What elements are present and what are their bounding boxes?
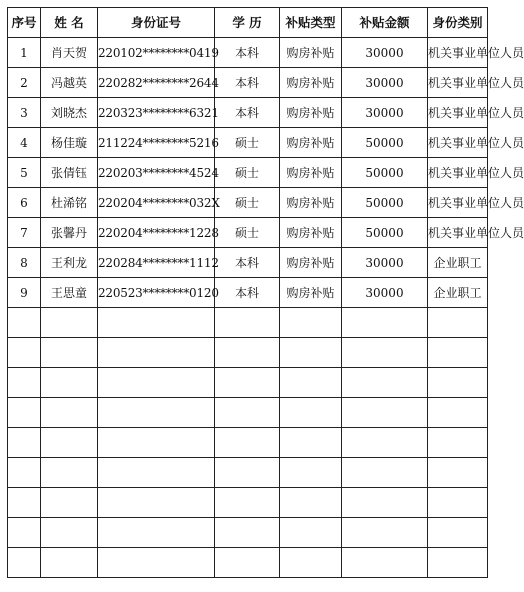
cell-index: 4	[8, 128, 41, 158]
empty-cell	[8, 398, 41, 428]
empty-cell	[215, 548, 280, 578]
cell-subsidy-type: 购房补贴	[280, 98, 342, 128]
empty-row	[8, 548, 488, 578]
cell-subsidy-amount: 30000	[342, 278, 428, 308]
empty-cell	[280, 398, 342, 428]
table-row	[8, 248, 488, 278]
cell-id-number: 211224********5216	[98, 128, 215, 158]
cell-id-number: 220323********6321	[98, 98, 215, 128]
empty-cell	[342, 458, 428, 488]
empty-cell	[215, 518, 280, 548]
empty-row	[8, 308, 488, 338]
empty-cell	[41, 398, 98, 428]
cell-id-number: 220282********2644	[98, 68, 215, 98]
empty-cell	[342, 338, 428, 368]
cell-name: 王思童	[41, 278, 98, 308]
empty-cell	[280, 518, 342, 548]
empty-row	[8, 428, 488, 458]
cell-index: 7	[8, 218, 41, 248]
cell-identity-category: 机关事业单位人员	[428, 158, 488, 188]
empty-cell	[280, 488, 342, 518]
header-education: 学 历	[215, 8, 280, 38]
cell-subsidy-type: 购房补贴	[280, 38, 342, 68]
empty-cell	[98, 338, 215, 368]
cell-index: 8	[8, 248, 41, 278]
empty-cell	[41, 428, 98, 458]
empty-cell	[41, 488, 98, 518]
table-row	[8, 98, 488, 128]
empty-cell	[41, 458, 98, 488]
table-row	[8, 158, 488, 188]
empty-row	[8, 398, 488, 428]
cell-identity-category: 机关事业单位人员	[428, 218, 488, 248]
empty-cell	[342, 518, 428, 548]
empty-cell	[98, 428, 215, 458]
cell-subsidy-amount: 50000	[342, 158, 428, 188]
header-identity-category: 身份类别	[428, 8, 488, 38]
empty-cell	[8, 428, 41, 458]
empty-cell	[280, 548, 342, 578]
empty-cell	[8, 548, 41, 578]
cell-index: 1	[8, 38, 41, 68]
cell-index: 5	[8, 158, 41, 188]
cell-education: 硕士	[215, 188, 280, 218]
cell-education: 本科	[215, 68, 280, 98]
subsidy-table	[7, 7, 524, 578]
table-row	[8, 218, 488, 248]
empty-cell	[98, 368, 215, 398]
empty-cell	[215, 398, 280, 428]
empty-cell	[280, 428, 342, 458]
empty-cell	[215, 368, 280, 398]
empty-row	[8, 488, 488, 518]
empty-row	[8, 458, 488, 488]
cell-education: 硕士	[215, 218, 280, 248]
cell-subsidy-type: 购房补贴	[280, 278, 342, 308]
empty-row	[8, 368, 488, 398]
cell-name: 杜浠铭	[41, 188, 98, 218]
table-row	[8, 38, 488, 68]
header-name: 姓 名	[41, 8, 98, 38]
cell-id-number: 220102********0419	[98, 38, 215, 68]
cell-identity-category: 机关事业单位人员	[428, 68, 488, 98]
empty-cell	[98, 488, 215, 518]
empty-cell	[342, 548, 428, 578]
cell-identity-category: 企业职工	[428, 248, 488, 278]
cell-index: 9	[8, 278, 41, 308]
empty-cell	[342, 398, 428, 428]
empty-cell	[342, 488, 428, 518]
empty-cell	[428, 458, 488, 488]
header-id-number: 身份证号	[98, 8, 215, 38]
cell-name: 肖天贺	[41, 38, 98, 68]
empty-row	[8, 338, 488, 368]
cell-name: 张馨丹	[41, 218, 98, 248]
cell-subsidy-amount: 30000	[342, 68, 428, 98]
empty-cell	[428, 368, 488, 398]
empty-cell	[215, 338, 280, 368]
cell-id-number: 220203********4524	[98, 158, 215, 188]
empty-cell	[342, 308, 428, 338]
cell-education: 本科	[215, 278, 280, 308]
empty-cell	[8, 488, 41, 518]
cell-subsidy-amount: 50000	[342, 218, 428, 248]
cell-identity-category: 机关事业单位人员	[428, 38, 488, 68]
empty-cell	[280, 458, 342, 488]
empty-cell	[428, 518, 488, 548]
cell-subsidy-type: 购房补贴	[280, 248, 342, 278]
cell-education: 硕士	[215, 158, 280, 188]
cell-index: 2	[8, 68, 41, 98]
cell-name: 冯越英	[41, 68, 98, 98]
empty-cell	[98, 308, 215, 338]
cell-id-number: 220204********1228	[98, 218, 215, 248]
cell-name: 张倩钰	[41, 158, 98, 188]
empty-cell	[98, 548, 215, 578]
empty-cell	[280, 308, 342, 338]
cell-subsidy-amount: 30000	[342, 98, 428, 128]
empty-cell	[215, 308, 280, 338]
cell-identity-category: 企业职工	[428, 278, 488, 308]
cell-name: 王利龙	[41, 248, 98, 278]
cell-index: 6	[8, 188, 41, 218]
empty-cell	[428, 338, 488, 368]
header-row	[8, 8, 488, 38]
cell-index: 3	[8, 98, 41, 128]
table-row	[8, 278, 488, 308]
empty-cell	[41, 368, 98, 398]
cell-id-number: 220284********1112	[98, 248, 215, 278]
cell-subsidy-amount: 30000	[342, 38, 428, 68]
cell-education: 本科	[215, 248, 280, 278]
empty-cell	[428, 308, 488, 338]
cell-subsidy-amount: 50000	[342, 188, 428, 218]
cell-name: 杨佳璇	[41, 128, 98, 158]
table-row	[8, 128, 488, 158]
empty-cell	[428, 548, 488, 578]
cell-name: 刘晓杰	[41, 98, 98, 128]
empty-cell	[98, 458, 215, 488]
cell-subsidy-type: 购房补贴	[280, 188, 342, 218]
empty-row	[8, 518, 488, 548]
cell-id-number: 220523********0120	[98, 278, 215, 308]
header-subsidy-type: 补贴类型	[280, 8, 342, 38]
cell-subsidy-amount: 30000	[342, 248, 428, 278]
cell-identity-category: 机关事业单位人员	[428, 128, 488, 158]
empty-cell	[342, 368, 428, 398]
cell-education: 本科	[215, 98, 280, 128]
empty-cell	[41, 518, 98, 548]
empty-cell	[280, 368, 342, 398]
empty-cell	[8, 308, 41, 338]
empty-cell	[215, 488, 280, 518]
empty-cell	[98, 398, 215, 428]
cell-id-number: 220204********032X	[98, 188, 215, 218]
cell-identity-category: 机关事业单位人员	[428, 98, 488, 128]
empty-cell	[41, 308, 98, 338]
empty-cell	[428, 428, 488, 458]
empty-cell	[428, 488, 488, 518]
empty-cell	[41, 338, 98, 368]
header-subsidy-amount: 补贴金额	[342, 8, 428, 38]
table-row	[8, 188, 488, 218]
empty-cell	[280, 338, 342, 368]
cell-education: 本科	[215, 38, 280, 68]
empty-cell	[428, 398, 488, 428]
cell-subsidy-type: 购房补贴	[280, 218, 342, 248]
cell-subsidy-type: 购房补贴	[280, 158, 342, 188]
empty-cell	[215, 428, 280, 458]
empty-cell	[8, 338, 41, 368]
empty-cell	[342, 428, 428, 458]
cell-education: 硕士	[215, 128, 280, 158]
table-row	[8, 68, 488, 98]
header-index: 序号	[8, 8, 41, 38]
empty-cell	[41, 548, 98, 578]
cell-subsidy-type: 购房补贴	[280, 68, 342, 98]
empty-cell	[98, 518, 215, 548]
empty-cell	[8, 518, 41, 548]
empty-cell	[215, 458, 280, 488]
empty-cell	[8, 458, 41, 488]
cell-subsidy-amount: 50000	[342, 128, 428, 158]
cell-subsidy-type: 购房补贴	[280, 128, 342, 158]
cell-identity-category: 机关事业单位人员	[428, 188, 488, 218]
empty-cell	[8, 368, 41, 398]
